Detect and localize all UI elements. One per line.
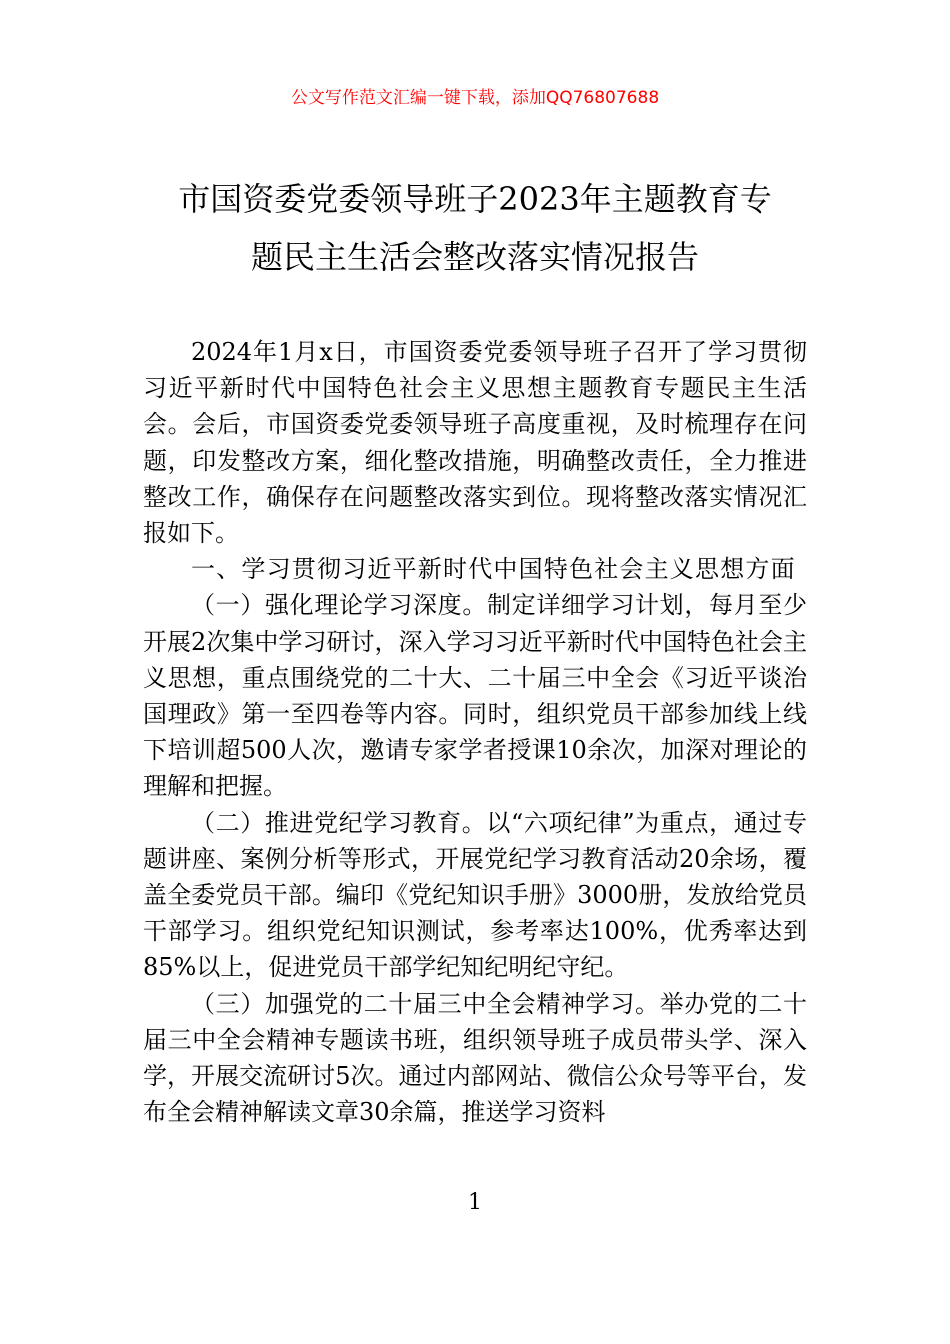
intro-paragraph: 2024年1月x日，市国资委党委领导班子召开了学习贯彻习近平新时代中国特色社会主义思想主题教育专题民主生活会。会后，市国资委党委领导班子高度重视，及时梳理存在问题，印发整改方案，细化整改措施，明确整改责任，全力推进整改工作，确保存在问题整改落实到位。现将整改落实情况汇报如下。 [143, 338, 807, 548]
item-two-paragraph: （二）推进党纪学习教育。以“六项纪律”为重点，通过专题讲座、案例分析等形式，开展党纪学习教育活动20余场，覆盖全委党员干部。编印《党纪知识手册》3000册，发放给党员干部学习。组织党纪知识测试，参考率达100%，优秀率达到85%以上，促进党员干部学纪知纪明纪守纪。 [143, 808, 807, 982]
item-three-paragraph: （三）加强党的二十届三中全会精神学习。举办党的二十届三中全会精神专题读书班，组织领导班子成员带头学、深入学，开展交流研讨5次。通过内部网站、微信公众号等平台，发布全会精神解读文章30余篇，推送学习资料 [143, 989, 807, 1127]
download-promo-note: 公文写作范文汇编一键下载，添加QQ76807688 [290, 88, 660, 108]
page-number: 1 [468, 1190, 482, 1215]
item-one-paragraph: （一）强化理论学习深度。制定详细学习计划，每月至少开展2次集中学习研讨，深入学习习近平新时代中国特色社会主义思想，重点围绕党的二十大、二十届三中全会《习近平谈治国理政》第一至四卷等内容。同时，组织党员干部参加线上线下培训超500人次，邀请专家学者授课10余次，加深对理论的理解和把握。 [143, 591, 807, 801]
document-body [143, 334, 807, 1130]
title-line-1: 市国资委党委领导班子2023年主题教育专 [178, 180, 772, 218]
title-line-2: 题民主生活会整改落实情况报告 [250, 238, 699, 276]
section-one-heading: 一、学习贯彻习近平新时代中国特色社会主义思想方面 [191, 555, 796, 584]
document-title [120, 170, 830, 286]
